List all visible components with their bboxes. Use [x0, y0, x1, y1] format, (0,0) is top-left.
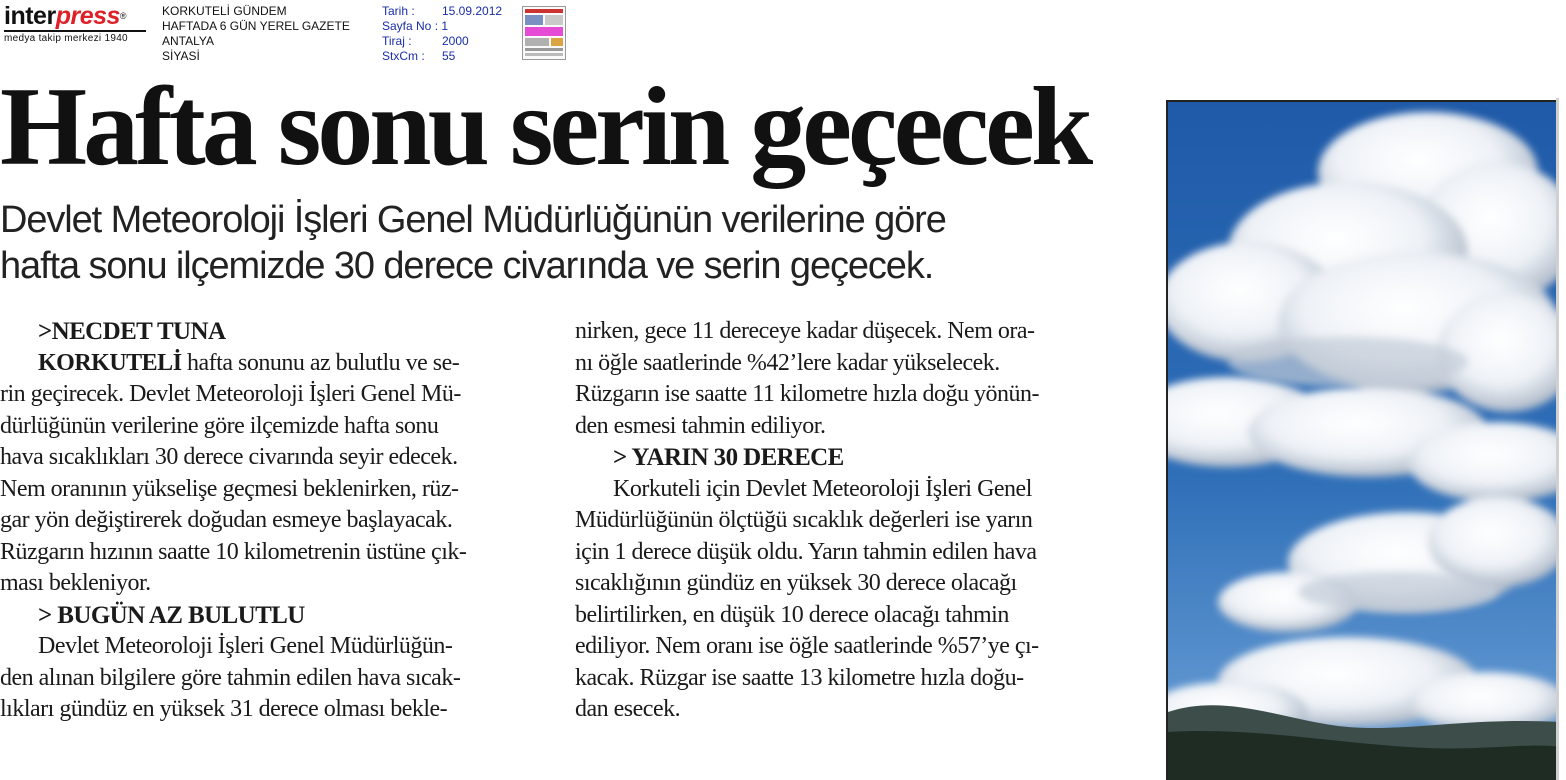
body-line: sıcaklığının gündüz en yüksek 30 derece olacağı [575, 570, 1017, 596]
body-line: Rüzgarın ise saatte 11 kilometre hızla doğu yönün- [575, 381, 1039, 407]
publication-frequency: HAFTADA 6 GÜN YEREL GAZETE [162, 19, 350, 33]
body-line: lıkları gündüz en yüksek 31 derece olması bekle- [0, 696, 448, 722]
body-line: den esmesi tahmin ediliyor. [575, 412, 826, 439]
body-line: belirtilirken, en düşük 10 derece olacağı tahmin [575, 601, 1009, 628]
byline: >NECDET TUNA [38, 318, 226, 345]
publication-category: SİYASİ [162, 49, 200, 63]
dateline: KORKUTELİ [38, 349, 182, 376]
body-line: kacak. Rüzgar ise saatte 13 kilometre hızla doğu- [575, 664, 1024, 691]
body-line: gar yön değiştirerek doğudan esmeye başlayacak. [0, 507, 453, 533]
logo-tagline: medya takip merkezi 1940 [4, 33, 128, 44]
deck-line: hafta sonu ilçemizde 30 derece civarında ve serin geçecek. [0, 245, 934, 287]
subheading-bugun: > BUGÜN AZ BULUTLU [38, 601, 305, 629]
body-line: dürlüğünün verilerine göre ilçemizde hafta sonu [0, 412, 439, 439]
article-column-1 [0, 316, 545, 726]
lead-line: KORKUTELİ hafta sonunu az bulutlu ve se- [38, 349, 460, 376]
subheading-yarin: > YARIN 30 DERECE [613, 444, 844, 471]
article-deck [0, 197, 1150, 289]
cloudy-sky-photo [1166, 100, 1558, 780]
body-line: dan esecek. [575, 696, 681, 722]
body-line: hava sıcaklıkları 30 derece civarında seyir edecek. [0, 444, 458, 470]
body-line: Korkuteli için Devlet Meteoroloji İşleri Genel [613, 475, 1032, 502]
body-line: Müdürlüğünün ölçtüğü sıcaklık değerleri ise yarın [575, 507, 1033, 533]
body-line: Rüzgarın hızının saatte 10 kilometrenin üstüne çık- [0, 538, 467, 565]
body-line: ması bekleniyor. [0, 570, 151, 596]
body-line: den alınan bilgilere göre tahmin edilen hava sıcak- [0, 664, 461, 691]
logo-wordmark: interpress® [4, 2, 127, 30]
page-thumbnail[interactable] [522, 6, 566, 60]
body-line: ediliyor. Nem oranı ise öğle saatlerinde %57’ye çı- [575, 633, 1039, 659]
logo-rule [4, 30, 146, 32]
publication-info [162, 4, 350, 64]
body-line: Nem oranının yükselişe geçmesi beklenirken, rüz- [0, 475, 459, 502]
body-line: için 1 derece düşük oldu. Yarın tahmin edilen hava [575, 538, 1037, 565]
deck-line: Devlet Meteoroloji İşleri Genel Müdürlüğünün verilerine göre [0, 199, 946, 241]
article-headline: Hafta sonu serin geçecek [0, 65, 1090, 189]
publication-name: KORKUTELİ GÜNDEM [162, 4, 287, 18]
body-line: rin geçirecek. Devlet Meteoroloji İşleri Genel Mü- [0, 381, 461, 407]
publication-city: ANTALYA [162, 34, 215, 48]
body-line: nirken, gece 11 dereceye kadar düşecek. Nem ora- [575, 318, 1035, 344]
body-line: nı öğle saatlerinde %42’lere kadar yükselecek. [575, 349, 1000, 376]
article-column-2 [575, 316, 1135, 726]
body-line: Devlet Meteoroloji İşleri Genel Müdürlüğün- [38, 633, 453, 659]
interpress-logo [4, 3, 154, 48]
photo-edge [1556, 98, 1559, 780]
